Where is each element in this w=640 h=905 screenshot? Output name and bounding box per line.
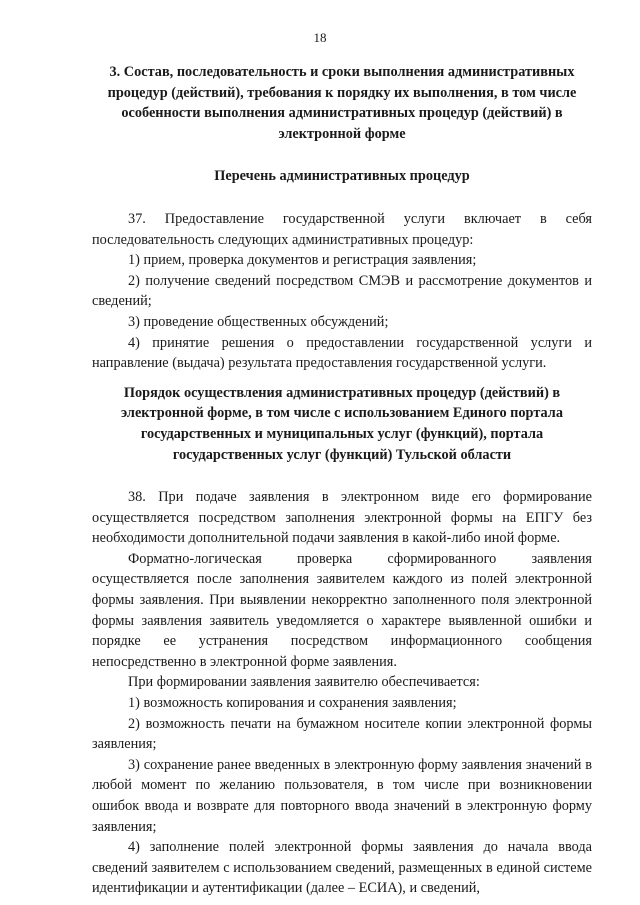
paragraph-38: 38. При подаче заявления в электронном виде его формирование осуществляется посредством заполнения электронной формы на ЕПГУ без необходимости дополнительной подачи заявления в какой-либо иной форме. (92, 489, 592, 547)
list-item: 3) проведение общественных обсуждений; (128, 313, 389, 330)
electronic-procedures-heading: Порядок осуществления административных процедур (действий) в электронной форме, в том числе с использованием Единого портала государственных и муниципальных услуг (функций), портала государственных услуг (функций) Тульской области (121, 384, 563, 463)
section-title: 3. Состав, последовательность и сроки выполнения административных процедур (действий), требования к порядку их выполнения, в том числе особенности выполнения административных процедур (действий) в электронной форме (107, 64, 577, 142)
list-item: 4) заполнение полей электронной формы заявления до начала ввода сведений заявителем с использованием сведений, размещенных в единой системе идентификации и аутентификации (далее – ЕСИА), и сведений, (92, 839, 592, 897)
list-item: 3) сохранение ранее введенных в электронную форму заявления значений в любой момент по желанию пользователя, в том числе при возникновении ошибок ввода и возврате для повторного ввода значений в электронную форму заявления; (92, 756, 592, 835)
paragraph-37: 37. Предоставление государственной услуги включает в себя последовательность следующих административных процедур: (92, 210, 592, 248)
procedures-list-heading: Перечень административных процедур (214, 168, 470, 185)
list-item: 1) возможность копирования и сохранения заявления; (128, 695, 457, 712)
list-item: 1) прием, проверка документов и регистрация заявления; (128, 252, 477, 269)
list-item: 2) получение сведений посредством СМЭВ и рассмотрение документов и сведений; (92, 272, 592, 310)
list-item: 2) возможность печати на бумажном носителе копии электронной формы заявления; (92, 715, 592, 753)
page-number: 18 (313, 30, 327, 45)
paragraph: При формировании заявления заявителю обеспечивается: (128, 674, 480, 691)
paragraph: Форматно-логическая проверка сформированного заявления осуществляется после заполнения заявителем каждого из полей электронной формы заявления. При выявлении некорректно заполненного поля электронной формы заявления заявитель уведомляется о характере выявленной ошибки и порядке ее устранения посредством информационного сообщения непосредственно в электронной форме заявления. (92, 550, 592, 670)
document-body (92, 62, 592, 899)
list-item: 4) принятие решения о предоставлении государственной услуги и направление (выдача) результата предоставления государственной услуги. (92, 334, 592, 372)
